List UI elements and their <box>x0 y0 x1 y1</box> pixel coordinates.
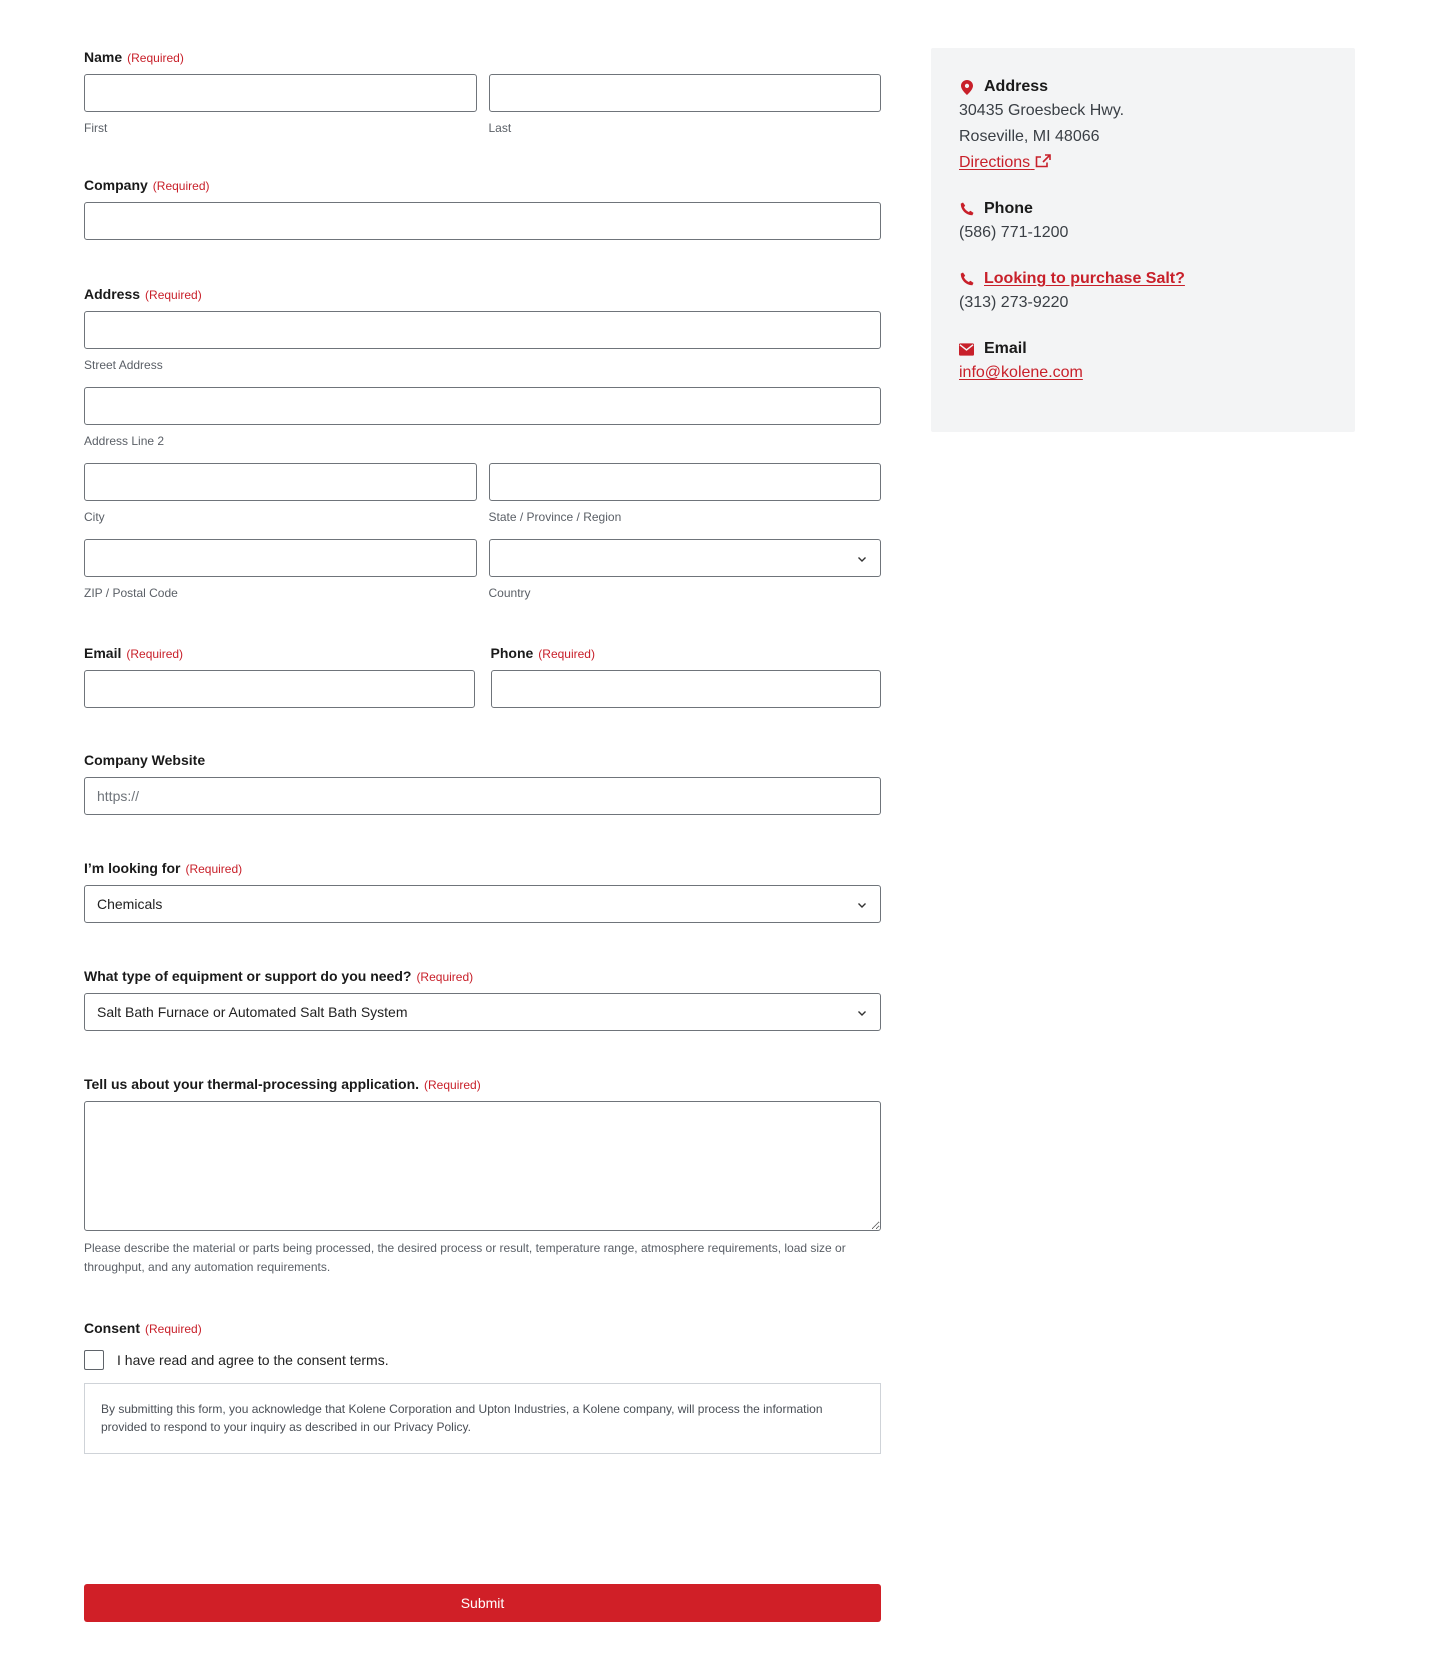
city-input[interactable] <box>84 463 477 501</box>
contact-form <box>84 48 881 1454</box>
website-field-group <box>84 751 881 815</box>
phone-input[interactable] <box>491 670 882 708</box>
looking-for-field-group <box>84 859 881 923</box>
submit-button[interactable]: Submit <box>84 1584 881 1622</box>
zip-sublabel: ZIP / Postal Code <box>84 586 178 600</box>
directions-link-row <box>959 150 1327 176</box>
chevron-down-icon <box>856 553 868 565</box>
consent-terms-box: By submitting this form, you acknowledge that Kolene Corporation and Upton Industries, a Kolene company, will process the information provided to respond to your inquiry as described in our Privacy Policy. <box>84 1383 881 1454</box>
state-sublabel: State / Province / Region <box>488 510 622 524</box>
name-field-group <box>84 48 881 135</box>
contact-info-sidebar <box>931 48 1355 432</box>
consent-checkbox-row[interactable] <box>84 1350 881 1370</box>
email-input[interactable] <box>84 670 475 708</box>
zip-input[interactable] <box>84 539 477 577</box>
state-input[interactable] <box>489 463 882 501</box>
consent-checkbox[interactable] <box>84 1350 104 1370</box>
company-field-group <box>84 176 881 240</box>
required-marker: (Required) <box>126 647 184 661</box>
looking-for-label: I’m looking for (Required) <box>84 860 243 876</box>
salt-info-heading <box>959 268 1327 290</box>
application-field-group <box>84 1075 881 1277</box>
last-name-sublabel: Last <box>488 121 512 135</box>
equipment-field-group <box>84 967 881 1031</box>
phone-number[interactable]: (586) 771-1200 <box>959 224 1069 241</box>
required-marker: (Required) <box>185 862 243 876</box>
salt-phone-number[interactable]: (313) 273-9220 <box>959 294 1069 311</box>
street-address-input[interactable] <box>84 311 881 349</box>
required-marker: (Required) <box>416 970 474 984</box>
equipment-select-value: Salt Bath Furnace or Automated Salt Bath System <box>97 1004 408 1020</box>
required-marker: (Required) <box>424 1078 481 1092</box>
envelope-icon <box>959 342 974 357</box>
address-info <box>959 76 1327 176</box>
looking-for-select[interactable] <box>84 885 881 923</box>
email-link[interactable]: info@kolene.com <box>959 364 1083 381</box>
country-sublabel: Country <box>488 586 531 600</box>
email-label: Email (Required) <box>84 645 184 661</box>
equipment-label: What type of equipment or support do you need? (Required) <box>84 968 474 984</box>
chevron-down-icon <box>856 899 868 911</box>
required-marker: (Required) <box>145 1322 202 1336</box>
phone-icon <box>959 272 974 287</box>
address-label: Address (Required) <box>84 286 202 302</box>
address-field-group <box>84 285 881 600</box>
required-marker: (Required) <box>145 288 202 302</box>
consent-field-group <box>84 1319 881 1454</box>
required-marker: (Required) <box>127 51 184 65</box>
phone-icon <box>959 202 974 217</box>
consent-label: Consent (Required) <box>84 1320 202 1336</box>
consent-checkbox-label[interactable]: I have read and agree to the consent terms. <box>117 1352 389 1368</box>
address-line2-sublabel: Address Line 2 <box>84 434 165 448</box>
application-label: Tell us about your thermal-processing application. (Required) <box>84 1076 481 1092</box>
phone-field-group <box>491 644 882 708</box>
phone-info-heading: Phone <box>959 198 1327 220</box>
first-name-sublabel: First <box>84 121 108 135</box>
street-address-sublabel: Street Address <box>84 358 163 372</box>
address-line2-input[interactable] <box>84 387 881 425</box>
application-description: Please describe the material or parts being processed, the desired process or result, temperature range, atmosphere requirements, load size or throughput, and any automation requirements. <box>84 1241 846 1274</box>
email-info <box>959 338 1327 386</box>
purchase-salt-link[interactable]: Looking to purchase Salt? <box>984 270 1185 287</box>
equipment-select[interactable] <box>84 993 881 1031</box>
looking-for-select-value: Chemicals <box>97 896 163 912</box>
city-sublabel: City <box>84 510 105 524</box>
required-marker: (Required) <box>538 647 595 661</box>
address-line-2: Roseville, MI 48066 <box>959 128 1100 145</box>
map-marker-icon <box>959 80 974 95</box>
first-name-input[interactable] <box>84 74 477 112</box>
email-info-heading: Email <box>959 338 1327 360</box>
required-marker: (Required) <box>152 179 210 193</box>
address-line-1: 30435 Groesbeck Hwy. <box>959 102 1125 119</box>
last-name-input[interactable] <box>489 74 882 112</box>
email-link-row <box>959 360 1327 386</box>
phone-info <box>959 198 1327 246</box>
address-info-heading: Address <box>959 76 1327 98</box>
application-textarea[interactable] <box>84 1101 881 1231</box>
country-select[interactable] <box>489 539 882 577</box>
directions-link[interactable]: Directions <box>959 154 1051 171</box>
website-label: Company Website <box>84 752 206 768</box>
company-input[interactable] <box>84 202 881 240</box>
salt-info <box>959 268 1327 316</box>
phone-label: Phone (Required) <box>490 645 595 661</box>
company-label: Company (Required) <box>84 177 210 193</box>
website-input[interactable] <box>84 777 881 815</box>
chevron-down-icon <box>856 1007 868 1019</box>
email-phone-row <box>84 644 881 708</box>
name-label: Name (Required) <box>84 49 184 65</box>
email-field-group <box>84 644 475 708</box>
external-link-icon <box>1035 154 1051 168</box>
